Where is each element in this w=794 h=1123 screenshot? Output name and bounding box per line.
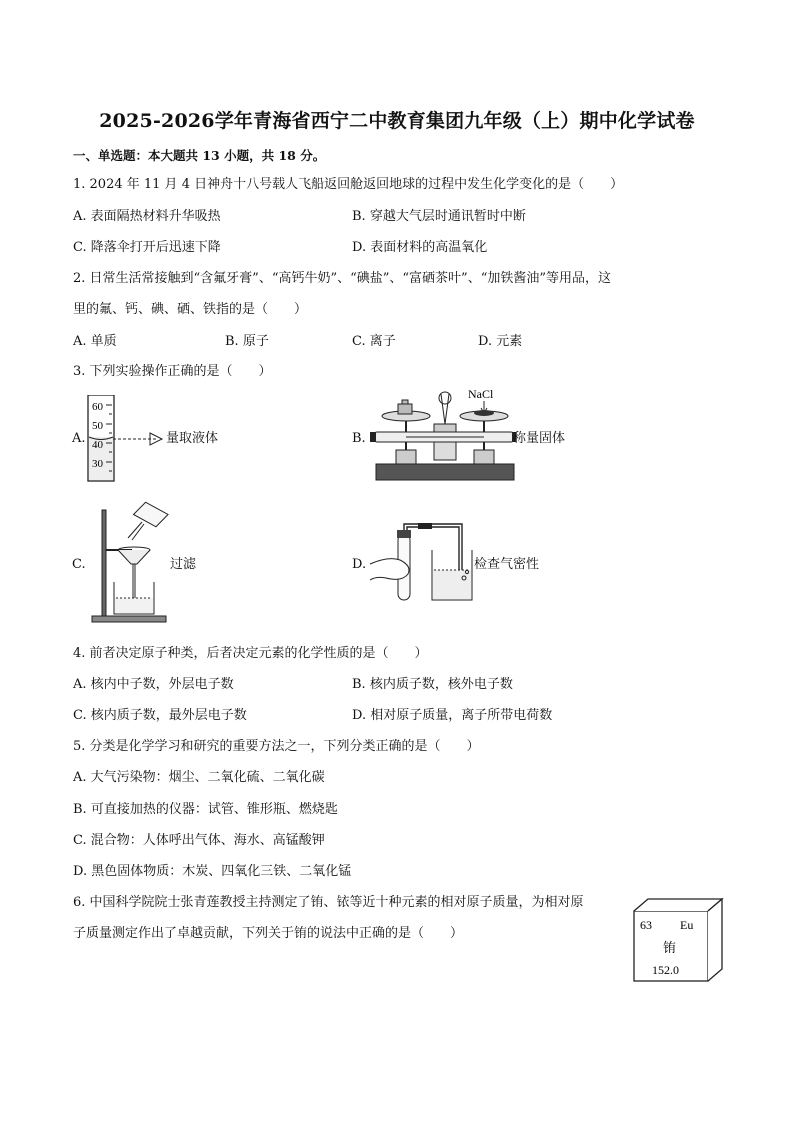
q3-option-b-letter: B. [352,431,366,446]
q1-option-c: C. 降落伞打开后迅速下降 [73,240,221,255]
q3-option-a-letter: A. [72,431,86,446]
element-name: 铕 [663,940,677,955]
question-5-stem: 5. 分类是化学学习和研究的重要方法之一，下列分类正确的是（ ） [73,739,480,754]
q3-option-c-label: 过滤 [170,557,197,572]
q3-option-a-label: 量取液体 [166,431,219,446]
nacl-label: NaCl [468,387,494,401]
balance-figure [366,384,516,490]
question-1-stem: 1. 2024 年 11 月 4 日神舟十八号载人飞船返回舱返回地球的过程中发生化学变化的是（ ） [73,177,624,192]
q1-option-d: D. 表面材料的高温氧化 [352,240,488,255]
q5-option-b: B. 可直接加热的仪器：试管、锥形瓶、燃烧匙 [73,802,338,817]
q4-option-c: C. 核内质子数，最外层电子数 [73,708,247,723]
q3-option-c-letter: C. [72,557,86,572]
tick-30: 30 [92,458,103,470]
q1-option-b: B. 穿越大气层时通讯暂时中断 [352,209,526,224]
question-4-stem: 4. 前者决定原子种类，后者决定元素的化学性质的是（ ） [73,646,428,661]
element-atomic-number: 63 [640,918,652,932]
q3-option-d-label: 检查气密性 [474,557,540,572]
element-symbol: Eu [680,918,694,932]
filtration-figure [88,498,174,626]
q3-option-b-label: 称量固体 [513,431,566,446]
q4-option-b: B. 核内质子数，核外电子数 [352,677,513,692]
q4-option-a: A. 核内中子数，外层电子数 [73,677,234,692]
europium-element-card [632,897,726,985]
q2-option-c: C. 离子 [352,334,396,349]
tick-50: 50 [92,420,103,432]
q2-option-a: A. 单质 [73,334,117,349]
q2-option-b: B. 原子 [225,334,269,349]
q2-option-d: D. 元素 [478,334,523,349]
q3-option-d-letter: D. [352,557,367,572]
q5-option-c: C. 混合物：人体呼出气体、海水、高锰酸钾 [73,833,325,848]
section-heading: 一、单选题：本大题共 13 小题，共 18 分。 [73,148,326,163]
q1-option-a: A. 表面隔热材料升华吸热 [73,209,221,224]
tick-40: 40 [92,439,103,451]
question-2-stem-line2: 里的氟、钙、碘、硒、铁指的是（ ） [73,302,308,317]
tick-60: 60 [92,401,103,413]
question-3-stem: 3. 下列实验操作正确的是（ ） [73,364,272,379]
q5-option-d: D. 黑色固体物质：木炭、四氧化三铁、二氧化锰 [73,864,352,879]
q5-option-a: A. 大气污染物：烟尘、二氧化硫、二氧化碳 [73,770,325,785]
q4-option-d: D. 相对原子质量，离子所带电荷数 [352,708,553,723]
question-6-stem-line2: 子质量测定作出了卓越贡献，下列关于铕的说法中正确的是（ ） [73,926,464,941]
exam-title: 2025-2026学年青海省西宁二中教育集团九年级（上）期中化学试卷 [99,110,695,132]
question-6-stem-line1: 6. 中国科学院院士张青莲教授主持测定了铕、铱等近十种元素的相对原子质量，为相对原 [73,895,584,910]
question-2-stem-line1: 2. 日常生活常接触到“含氟牙膏”、“高钙牛奶”、“碘盐”、“富硒茶叶”、“加铁酱油”等用品，这 [73,271,611,286]
airtightness-figure [368,520,478,604]
measuring-cylinder-figure [84,395,174,483]
element-atomic-mass: 152.0 [652,963,679,977]
